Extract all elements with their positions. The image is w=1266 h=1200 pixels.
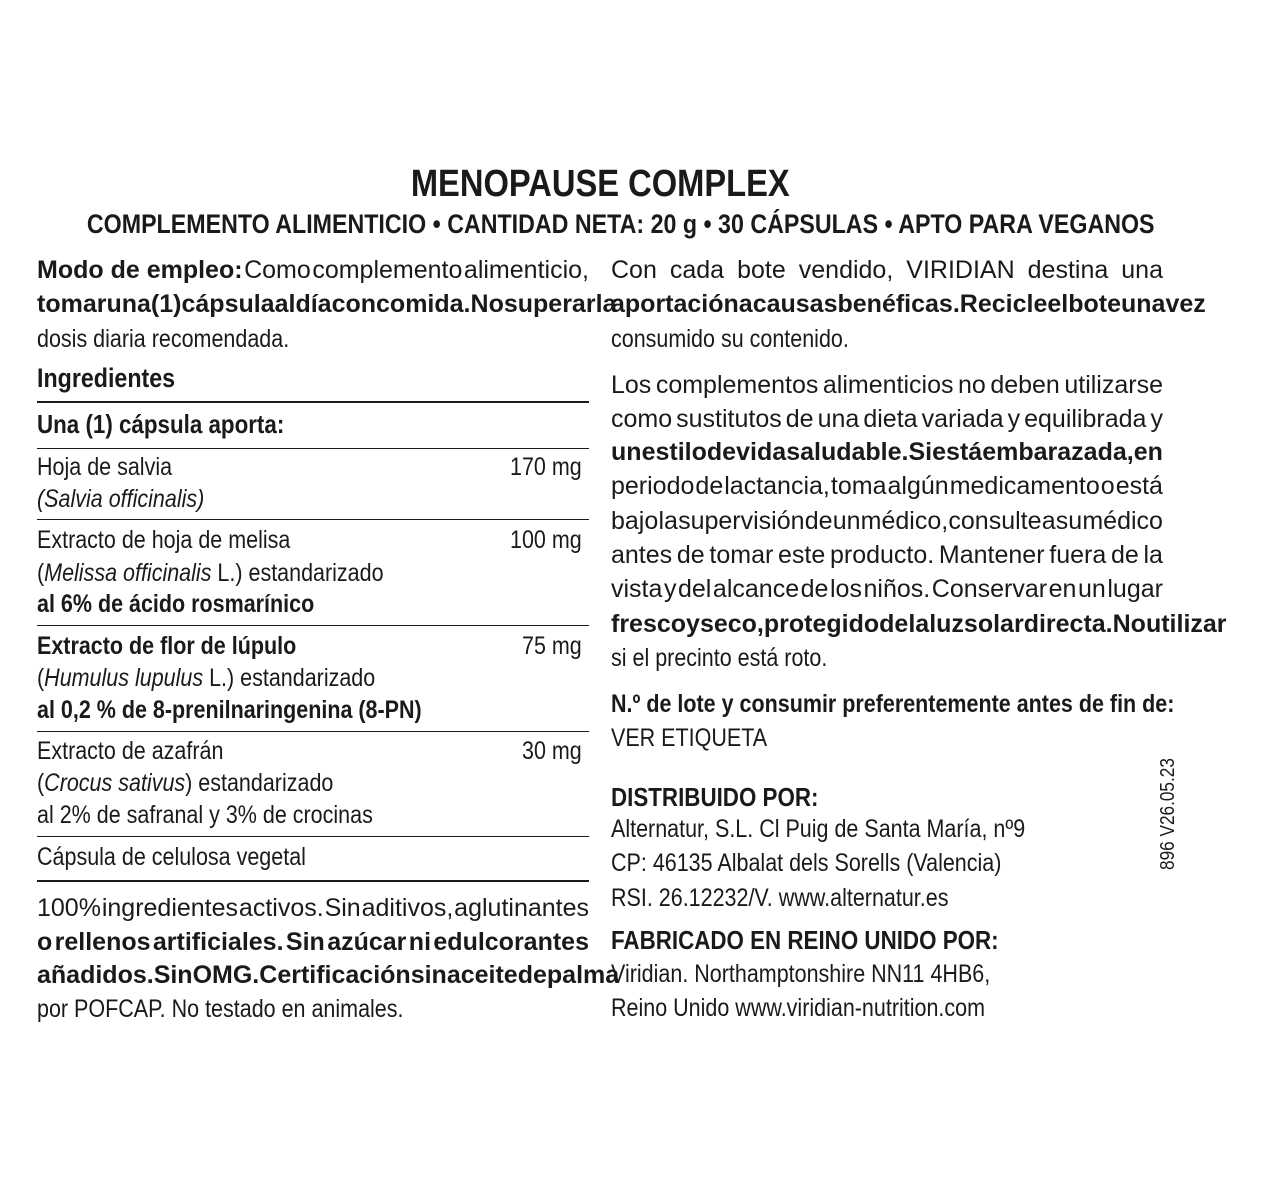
version-code: 896 V26.05.23 [1157,758,1179,870]
table-top-rule [37,401,589,403]
product-title: MENOPAUSE COMPLEX [410,163,790,205]
manufacturer-line-1: Viridian. Northamptonshire NN11 4HB6, [611,960,991,988]
ingredient-row-2-amount: 100 mg [510,526,582,554]
table-bottom-rule [37,880,589,882]
ingredient-row-4-amount: 30 mg [522,737,582,765]
distributor-line-2: CP: 46135 Albalat dels Sorells (Valencia) [611,849,1002,877]
warning-line-2: como sustitutos de una dieta variada y equilibrada y [611,405,1163,433]
ingredient-row-1-latin: (Salvia officinalis) [37,485,205,513]
ingredient-row-4-name: Extracto de azafrán [37,737,224,765]
warning-line-4: periodo de lactancia, toma algún medicamento o está [611,472,1163,500]
ingredient-row-3-latin: (Humulus lupulus L.) estandarizado [37,664,376,692]
ingredient-row-1-amount: 170 mg [510,453,582,481]
distributor-line-1: Alternatur, S.L. Cl Puig de Santa María, nº9 [611,815,1026,843]
warning-line-1: Los complementos alimenticios no deben utilizarse [611,371,1163,399]
ingredient-row-1-name: Hoja de salvia [37,453,173,481]
usage-line-2: tomar una (1) cápsula al día con comida. No superar la [37,290,617,318]
lot-label: N.º de lote y consumir preferentemente antes de fin de: [611,690,1175,718]
ingredient-row-4-standard: al 2% de safranal y 3% de crocinas [37,801,373,829]
warning-line-5: bajo la supervisión de un médico, consulte a su médico [611,507,1163,535]
ingredients-heading: Ingredientes [37,363,176,393]
usage-label: Modo de empleo: [37,256,243,284]
row-divider [37,625,589,626]
ingredient-row-3-name: Extracto de flor de lúpulo [37,632,297,660]
ingredient-row-5-name: Cápsula de celulosa vegetal [37,843,306,871]
usage-line-1: Modo de empleo: Como complemento alimenticio, [37,256,589,284]
manufacturer-line-2: Reino Unido www.viridian-nutrition.com [611,994,986,1022]
warning-line-6: antes de tomar este producto. Mantener fuera de la [611,541,1163,569]
ingredient-row-3-amount: 75 mg [522,632,582,660]
ingredient-row-4-latin: (Crocus sativus) estandarizado [37,769,334,797]
ingredient-row-2-standard: al 6% de ácido rosmarínico [37,590,315,618]
warning-line-3: un estilo de vida saludable. Si está embarazada, en [611,438,1163,466]
charity-line-2: aportación a causas benéficas. Recicle el bote una vez [611,290,1206,318]
ingredient-row-3-standard: al 0,2 % de 8-prenilnaringenina (8-PN) [37,696,422,724]
manufacturer-heading: FABRICADO EN REINO UNIDO POR: [611,925,999,955]
free-from-line-1: 100% ingredientes activos. Sin aditivos, aglutinantes [37,894,589,922]
product-subtitle: COMPLEMENTO ALIMENTICIO • CANTIDAD NETA: 20 g • 30 CÁPSULAS • APTO PARA VEGANOS [86,209,1155,239]
charity-line-1: Con cada bote vendido, VIRIDIAN destina una [611,256,1163,284]
free-from-line-3: añadidos. Sin OMG. Certificación sin aceite de palma [37,961,620,989]
distributor-line-3: RSI. 26.12232/V. www.alternatur.es [611,884,949,912]
usage-line-3: dosis diaria recomendada. [37,325,290,353]
lot-value: VER ETIQUETA [611,724,768,752]
ingredient-row-2-name: Extracto de hoja de melisa [37,526,291,554]
free-from-line-4: por POFCAP. No testado en animales. [37,995,404,1023]
charity-line-3: consumido su contenido. [611,325,849,353]
row-divider [37,836,589,837]
per-capsule-label: Una (1) cápsula aporta: [37,409,285,439]
ingredient-row-2-latin: (Melissa officinalis L.) estandarizado [37,559,384,587]
warning-line-7: vista y del alcance de los niños. Conservar en un lugar [611,575,1163,603]
warning-line-8: fresco y seco, protegido de la luz solar directa. No utilizar [611,610,1227,638]
warning-line-9: si el precinto está roto. [611,644,828,672]
row-divider [37,731,589,732]
row-divider [37,448,589,449]
distributor-heading: DISTRIBUIDO POR: [611,782,819,812]
free-from-line-2: o rellenos artificiales. Sin azúcar ni edulcorantes [37,928,589,956]
row-divider [37,519,589,520]
